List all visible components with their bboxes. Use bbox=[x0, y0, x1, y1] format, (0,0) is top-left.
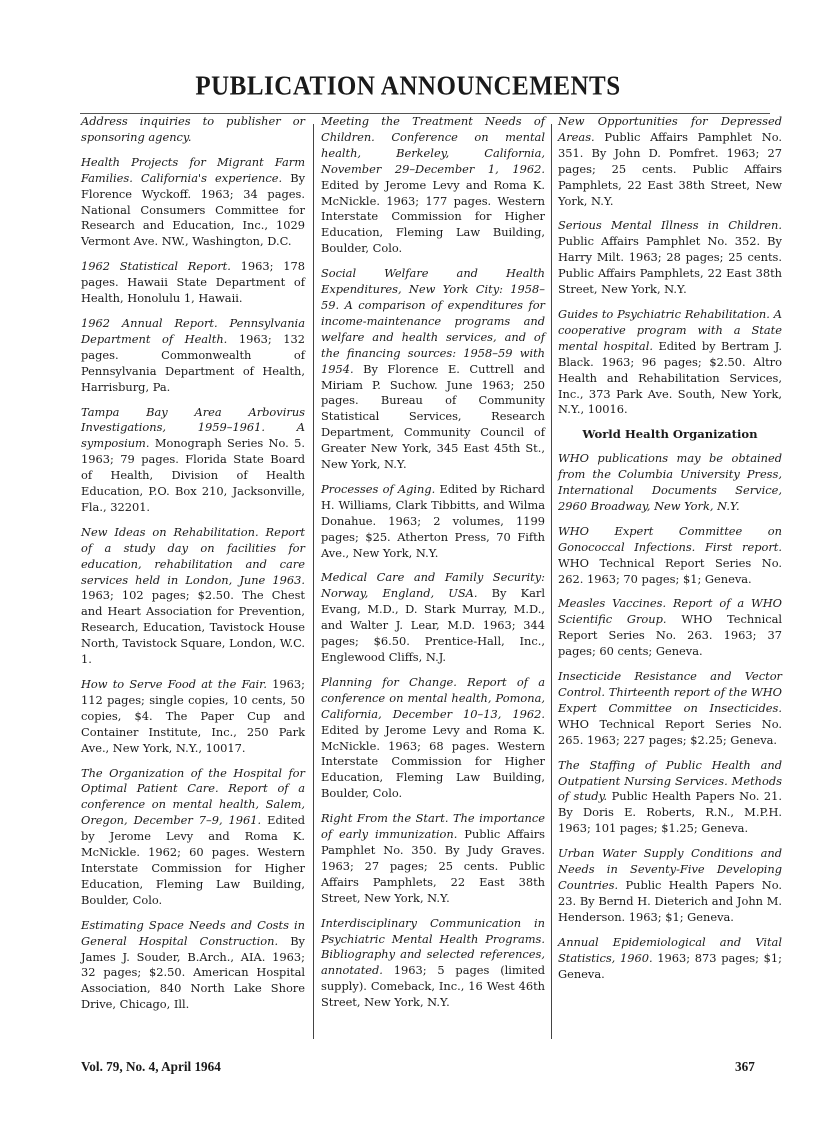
publication-title: Planning for Change. Report of a conference on mental health, Pomona, California, December 10–13, 1962. bbox=[321, 674, 545, 721]
column-2 bbox=[321, 114, 545, 1020]
publication-title: Health Projects for Migrant Farm Families. California's experience. bbox=[81, 154, 305, 185]
publication-title: Interdisciplinary Communication in Psychiatric Mental Health Programs. Bibliography and selected references, annotated. bbox=[321, 915, 545, 978]
publication-details: Public Health Papers No. 21. By Doris E. Roberts, R.N., M.P.H. 1963; 101 pages; $1.25; Geneva. bbox=[558, 789, 782, 836]
publication-title: Guides to Psychiatric Rehabilitation. A cooperative program with a State mental hospital. bbox=[558, 306, 782, 353]
column-1 bbox=[81, 114, 305, 1022]
publication-entry bbox=[321, 811, 545, 906]
publication-details: 1963; 5 pages (limited supply). Comeback, Inc., 16 West 46th Street, New York, N.Y. bbox=[321, 963, 545, 1010]
publication-title: New Opportunities for Depressed Areas. bbox=[558, 114, 782, 144]
publication-title: Medical Care and Family Security: Norway, England, USA. bbox=[321, 570, 545, 601]
publication-title: 1962 Statistical Report. bbox=[81, 259, 231, 274]
publication-title: Estimating Space Needs and Costs in General Hospital Construction. bbox=[81, 917, 305, 948]
publication-entry bbox=[81, 155, 305, 250]
publication-entry bbox=[81, 259, 305, 307]
publication-entry bbox=[558, 596, 782, 660]
publication-details: By Florence Wyckoff. 1963; 34 pages. National Consumers Committee for Research and Education, Inc., 1029 Vermont Ave. NW., Washington, D.C. bbox=[81, 170, 306, 249]
publication-entry bbox=[81, 766, 305, 909]
publication-entry bbox=[558, 307, 782, 418]
publication-details: Edited by Jerome Levy and Roma K. McNickle. 1962; 60 pages. Western Interstate Commission for Higher Education, Fleming Law Building, Boulder, Colo. bbox=[81, 813, 305, 907]
inquiries-note: Address inquiries to publisher or sponsoring agency. bbox=[81, 114, 305, 144]
column-3 bbox=[558, 114, 782, 991]
page-number: 367 bbox=[735, 1059, 755, 1074]
publication-title: Measles Vaccines. Report of a WHO Scientific Group. bbox=[558, 596, 782, 627]
publication-details: By Karl Evang, M.D., D. Stark Murray, M.D., and Walter J. Lear, M.D. 1963; 344 pages; $6.50. Prentice-Hall, Inc., Englewood Cliffs, N.J. bbox=[321, 586, 545, 664]
publication-entry bbox=[321, 916, 545, 1011]
publication-details: Public Affairs Pamphlet No. 351. By John D. Pomfret. 1963; 27 pages; 25 cents. Public Affairs Pamphlets, 22 East 38th Street, New York, N.Y. bbox=[558, 129, 782, 208]
publication-details: 1963; 873 pages; $1; Geneva. bbox=[558, 950, 783, 981]
publication-details: By Florence E. Cuttrell and Miriam P. Suchow. June 1963; 250 pages. Bureau of Community Statistical Services, Research Department, Community Council of Greater New York, 345 East 45th St., New York, N.Y. bbox=[321, 361, 545, 472]
publication-title: Processes of Aging. bbox=[321, 481, 436, 496]
publication-entry bbox=[558, 758, 782, 838]
publication-entry bbox=[81, 316, 305, 396]
entry-list bbox=[558, 114, 782, 418]
publication-details: Edited by Bertram J. Black. 1963; 96 pages; $2.50. Altro Health and Rehabilitation Services, Inc., 373 Park Ave. South, New York, N.Y., 10016. bbox=[558, 338, 783, 417]
publication-title: Annual Epidemiological and Vital Statistics, 1960. bbox=[558, 934, 782, 965]
publication-entry bbox=[321, 114, 545, 257]
publication-title: Tampa Bay Area Arbovirus Investigations, 1959–1961. A symposium. bbox=[81, 404, 305, 451]
publication-details: By James J. Souder, B.Arch., AIA. 1963; 32 pages; $2.50. American Hospital Association, 840 North Lake Shore Drive, Chicago, Ill. bbox=[81, 933, 305, 1012]
who-heading: World Health Organization bbox=[582, 427, 758, 442]
publication-entry bbox=[321, 482, 545, 562]
publication-entry bbox=[81, 677, 305, 757]
publication-details: 1963; 112 pages; single copies, 10 cents, 50 copies, $4. The Paper Cup and Container Institute, Inc., 250 Park Ave., New York, N.Y., 10017. bbox=[81, 677, 305, 755]
entry-list bbox=[81, 155, 305, 1013]
publication-title: How to Serve Food at the Fair. bbox=[81, 677, 267, 691]
publication-entry bbox=[558, 935, 782, 983]
publication-entry bbox=[558, 669, 782, 749]
publication-details: WHO Technical Report Series No. 265. 1963; 227 pages; $2.25; Geneva. bbox=[558, 716, 782, 747]
publication-entry bbox=[558, 114, 782, 209]
column-divider bbox=[313, 124, 314, 1039]
publication-title: New Ideas on Rehabilitation. Report of a study day on facilities for education, rehabilitation and care services held in London, June 1963. bbox=[81, 524, 305, 587]
publication-details: Edited by Jerome Levy and Roma K. McNickle. 1963; 177 pages. Western Interstate Commission for Higher Education, Fleming Law Building, Boulder, Colo. bbox=[321, 177, 545, 256]
publication-title: WHO Expert Committee on Gonococcal Infections. First report. bbox=[558, 523, 782, 554]
publication-entry bbox=[558, 218, 782, 298]
publication-details: Public Affairs Pamphlet No. 350. By Judy Graves. 1963; 27 pages; 25 cents. Public Affairs Pamphlets, 22 East 38th Street, New York, N.Y. bbox=[321, 827, 545, 905]
publication-entry bbox=[558, 846, 782, 926]
publication-entry bbox=[321, 570, 545, 665]
publication-details: Edited by Jerome Levy and Roma K. McNickle. 1963; 68 pages. Western Interstate Commission for Higher Education, Fleming Law Building, Boulder, Colo. bbox=[321, 722, 545, 801]
column-divider bbox=[551, 124, 552, 1039]
publication-title: Social Welfare and Health Expenditures, New York City: 1958–59. A comparison of expenditures for income-maintenance programs and welfare and health services, and of the financing sources: 1958–59 with 1954. bbox=[321, 266, 545, 376]
publication-title: Urban Water Supply Conditions and Needs in Seventy-Five Developing Countries. bbox=[558, 846, 782, 892]
publication-details: WHO Technical Report Series No. 263. 1963; 37 pages; 60 cents; Geneva. bbox=[558, 612, 783, 659]
publication-entry bbox=[81, 525, 305, 668]
publication-entry bbox=[321, 675, 545, 802]
publication-details: Edited by Richard H. Williams, Clark Tibbitts, and Wilma Donahue. 1963; 2 volumes, 1199 pages; $25. Atherton Press, 70 Fifth Ave., New York, N.Y. bbox=[321, 481, 545, 560]
who-note: WHO publications may be obtained from the Columbia University Press, International Documents Service, 2960 Broadway, New York, N.Y. bbox=[558, 451, 782, 513]
entry-list bbox=[321, 114, 545, 1011]
publication-title: Insecticide Resistance and Vector Control. Thirteenth report of the WHO Expert Committee on Insecticides. bbox=[558, 669, 782, 715]
publication-entry bbox=[321, 266, 545, 473]
publication-entry bbox=[558, 524, 782, 588]
publication-details: Monograph Series No. 5. 1963; 79 pages. Florida State Board of Health, Division of Health Education, P.O. Box 210, Jacksonville, Fla., 32201. bbox=[81, 436, 305, 514]
publication-details: Public Affairs Pamphlet No. 352. By Harry Milt. 1963; 28 pages; 25 cents. Public Affairs Pamphlets, 22 East 38th Street, New York, N.Y. bbox=[558, 234, 782, 297]
publication-title: 1962 Annual Report. Pennsylvania Department of Health. bbox=[81, 315, 305, 346]
publication-title: Meeting the Treatment Needs of Children. Conference on mental health, Berkeley, California, November 29–December 1, 1962. bbox=[321, 114, 545, 176]
publication-title: Right From the Start. The importance of early immunization. bbox=[321, 811, 545, 842]
entry-list bbox=[558, 524, 782, 983]
publication-details: WHO Technical Report Series No. 262. 1963; 70 pages; $1; Geneva. bbox=[558, 555, 782, 586]
publication-entry bbox=[81, 918, 305, 1013]
publication-details: 1963; 178 pages. Hawaii State Department of Health, Honolulu 1, Hawaii. bbox=[81, 259, 305, 306]
publication-title: The Organization of the Hospital for Optimal Patient Care. Report of a conference on mental health, Salem, Oregon, December 7–9, 1961. bbox=[81, 765, 305, 828]
publication-entry bbox=[81, 405, 305, 516]
issue-footer: Vol. 79, No. 4, April 1964 bbox=[81, 1059, 221, 1074]
publication-details: Public Health Papers No. 23. By Bernd H. Dieterich and John M. Henderson. 1963; $1; Geneva. bbox=[558, 877, 782, 924]
publication-details: 1963; 132 pages. Commonwealth of Pennsylvania Department of Health, Harrisburg, Pa. bbox=[81, 331, 305, 394]
publication-title: Serious Mental Illness in Children. bbox=[558, 218, 782, 233]
publication-title: The Staffing of Public Health and Outpatient Nursing Services. Methods of study. bbox=[558, 757, 782, 804]
publication-details: 1963; 102 pages; $2.50. The Chest and Heart Association for Prevention, Research, Education, Tavistock House North, Tavistock Square, London, W.C. 1. bbox=[81, 588, 305, 667]
page-title: PUBLICATION ANNOUNCEMENTS bbox=[195, 71, 621, 102]
